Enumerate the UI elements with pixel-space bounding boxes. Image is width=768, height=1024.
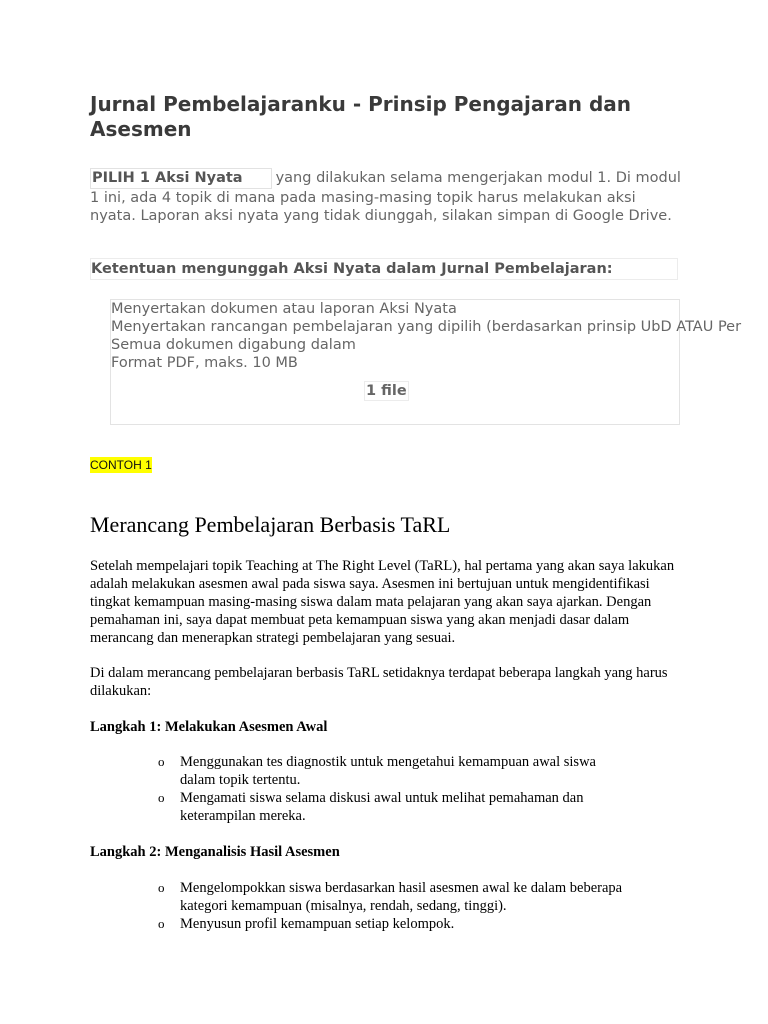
intro-text: yang dilakukan selama mengerjakan modul 1. Di modul 1 ini, ada 4 topik di mana pada masing-masing topik harus melakukan aksi nyata. Laporan aksi nyata yang tidak diunggah, silakan simpan di Google Drive.	[90, 170, 681, 224]
requirement-item: Format PDF, maks. 10 MB	[111, 355, 298, 371]
requirement-item: Semua dokumen digabung dalam	[111, 337, 356, 353]
bullet-marker: o	[158, 880, 165, 895]
requirements-heading: Ketentuan mengunggah Aksi Nyata dalam Jurnal Pembelajaran:	[90, 258, 678, 280]
article-paragraph: Setelah mempelajari topik Teaching at The Right Level (TaRL), hal pertama yang akan saya lakukan adalah melakukan asesmen awal pada siswa saya. Asesmen ini bertujuan untuk mengidentifikasi tingkat kemampuan masing-masing siswa dalam mata pelajaran yang akan saya ajarkan. Dengan pemahaman ini, saya dapat membuat peta kemampuan siswa yang akan menjadi dasar dalam merancang dan menerapkan strategi pembelajaran yang sesuai.	[90, 558, 675, 646]
list-item: o Menggunakan tes diagnostik untuk mengetahui kemampuan awal siswa dalam topik tertentu.	[158, 754, 596, 788]
requirement-item: Menyertakan dokumen atau laporan Aksi Nyata	[111, 301, 457, 317]
step-heading: Langkah 1: Melakukan Asesmen Awal	[90, 719, 328, 735]
bullet-marker: o	[158, 916, 165, 931]
aksi-nyata-selector[interactable]: PILIH 1 Aksi Nyata	[90, 168, 272, 189]
bullet-marker: o	[158, 754, 165, 769]
step-bullet-list	[158, 753, 628, 825]
list-item: o Mengelompokkan siswa berdasarkan hasil asesmen awal ke dalam beberapa kategori kemampuan (misalnya, rendah, sedang, tinggi).	[158, 880, 623, 914]
requirement-item: Menyertakan rancangan pembelajaran yang dipilih (berdasarkan prinsip UbD ATAU Per	[111, 319, 742, 335]
upload-dropzone[interactable]	[110, 299, 742, 425]
requirements-list	[111, 300, 741, 372]
list-item: o Mengamati siswa selama diskusi awal untuk melihat pemahaman dan keterampilan mereka.	[158, 790, 584, 824]
example-tag: CONTOH 1	[90, 458, 152, 472]
step-bullet-list	[158, 879, 628, 933]
article-title: Merancang Pembelajaran Berbasis TaRL	[90, 512, 451, 537]
page-title: Jurnal Pembelajaranku - Prinsip Pengajaran dan Asesmen	[90, 92, 631, 141]
bullet-marker: o	[158, 790, 165, 805]
intro-paragraph	[90, 168, 685, 225]
list-item: o Menyusun profil kemampuan setiap kelompok.	[158, 916, 455, 932]
file-count-button[interactable]: 1 file	[366, 383, 407, 399]
step-heading: Langkah 2: Menganalisis Hasil Asesmen	[90, 844, 340, 860]
article-paragraph: Di dalam merancang pembelajaran berbasis TaRL setidaknya terdapat beberapa langkah yang harus dilakukan:	[90, 665, 668, 699]
